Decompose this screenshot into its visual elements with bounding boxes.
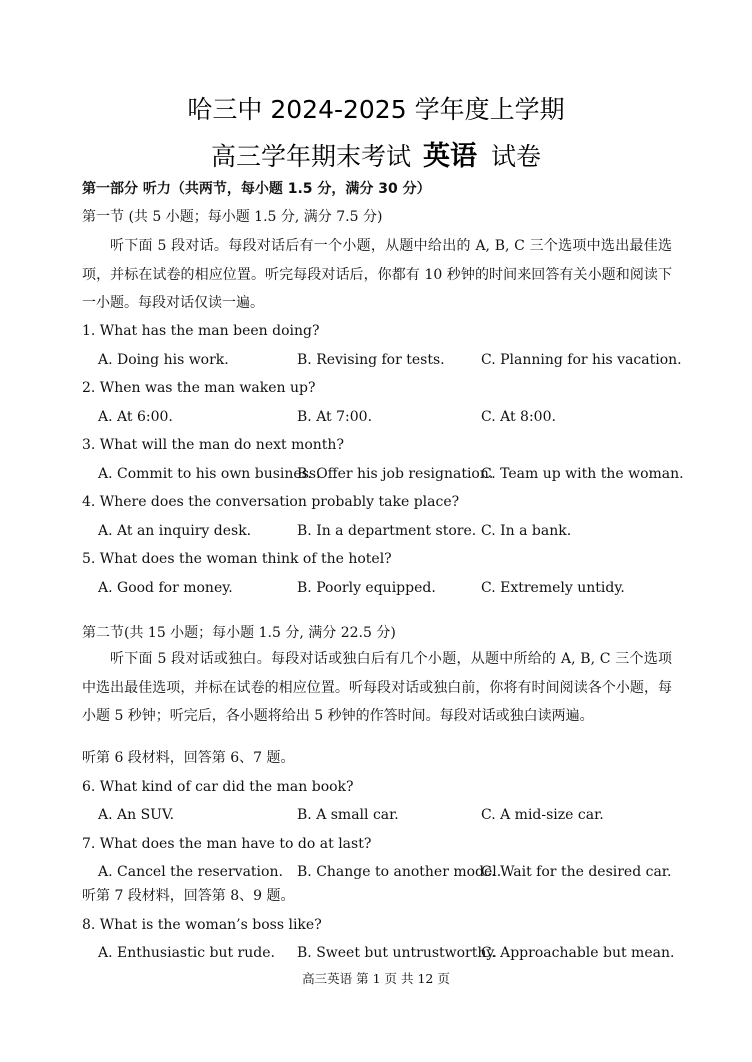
question-stem: 5. What does the woman think of the hotel? [82,551,392,567]
exam-title-line1: 哈三中 2024-2025 学年度上学期 [187,95,565,124]
option-c: C. A mid-size car. [481,807,604,823]
part1-heading: 第一部分 听力（共两节，每小题 1.5 分，满分 30 分） [82,181,431,197]
option-a: A. Commit to his own business. [98,466,321,482]
exam-subject: 英语 [423,141,477,172]
question-stem: 6. What kind of car did the man book? [82,779,354,795]
option-c: C. Planning for his vacation. [481,352,682,368]
option-b: B. Change to another model. [297,864,502,880]
option-c: C. Extremely untidy. [481,580,625,596]
section2-instructions: 听下面 5 段对话或独白。每段对话或独白后有几个小题，从题中所给的 A, B, C 三个选项中选出最佳选项，并标在试卷的相应位置。听每段对话或独白前，你将有时间阅读各个小题，每小题 5 秒钟；听完后，各小题将给出 5 秒钟的作答时间。每段对话或独白读两遍。 [82,651,672,724]
option-a: A. Enthusiastic but rude. [98,945,275,961]
option-b: B. Offer his job resignation. [297,466,494,482]
material-7-note: 听第 7 段材料，回答第 8、9 题。 [82,888,295,904]
question-stem: 7. What does the man have to do at last? [82,836,372,852]
option-c: C. At 8:00. [481,409,556,425]
section2-heading: 第二节(共 15 小题；每小题 1.5 分, 满分 22.5 分) [82,625,396,641]
option-c: C. Wait for the desired car. [481,864,672,880]
option-a: A. Cancel the reservation. [98,864,283,880]
option-c: C. Team up with the woman. [481,466,684,482]
option-b: B. Revising for tests. [297,352,445,368]
option-b: B. At 7:00. [297,409,373,425]
option-c: C. Approachable but mean. [481,945,675,961]
exam-title-line2 [0,134,752,173]
question-stem: 8. What is the woman’s boss like? [82,917,322,933]
exam-title-suffix: 试卷 [491,142,542,171]
option-b: B. Poorly equipped. [297,580,436,596]
option-a: A. Doing his work. [98,352,229,368]
section1-heading: 第一节 (共 5 小题；每小题 1.5 分, 满分 7.5 分) [82,209,383,225]
page-footer: 高三英语 第 1 页 共 12 页 [302,971,450,986]
question-stem: 4. Where does the conversation probably take place? [82,494,460,510]
question-stem: 2. When was the man waken up? [82,380,316,396]
option-b: B. In a department store. [297,523,477,539]
question-stem: 1. What has the man been doing? [82,323,320,339]
section1-instructions: 听下面 5 段对话。每段对话后有一个小题，从题中给出的 A, B, C 三个选项中选出最佳选项，并标在试卷的相应位置。听完每段对话后，你都有 10 秒钟的时间来回答有关小题和阅读下一小题。每段对话仅读一遍。 [82,238,672,311]
option-a: A. An SUV. [98,807,175,823]
option-b: B. A small car. [297,807,399,823]
exam-title-prefix: 高三学年期末考试 [210,142,411,171]
option-b: B. Sweet but untrustworthy. [297,945,497,961]
option-a: A. At 6:00. [98,409,173,425]
option-a: A. Good for money. [98,580,233,596]
question-stem: 3. What will the man do next month? [82,437,344,453]
material-6-note: 听第 6 段材料，回答第 6、7 题。 [82,750,295,766]
option-a: A. At an inquiry desk. [98,523,252,539]
option-c: C. In a bank. [481,523,572,539]
